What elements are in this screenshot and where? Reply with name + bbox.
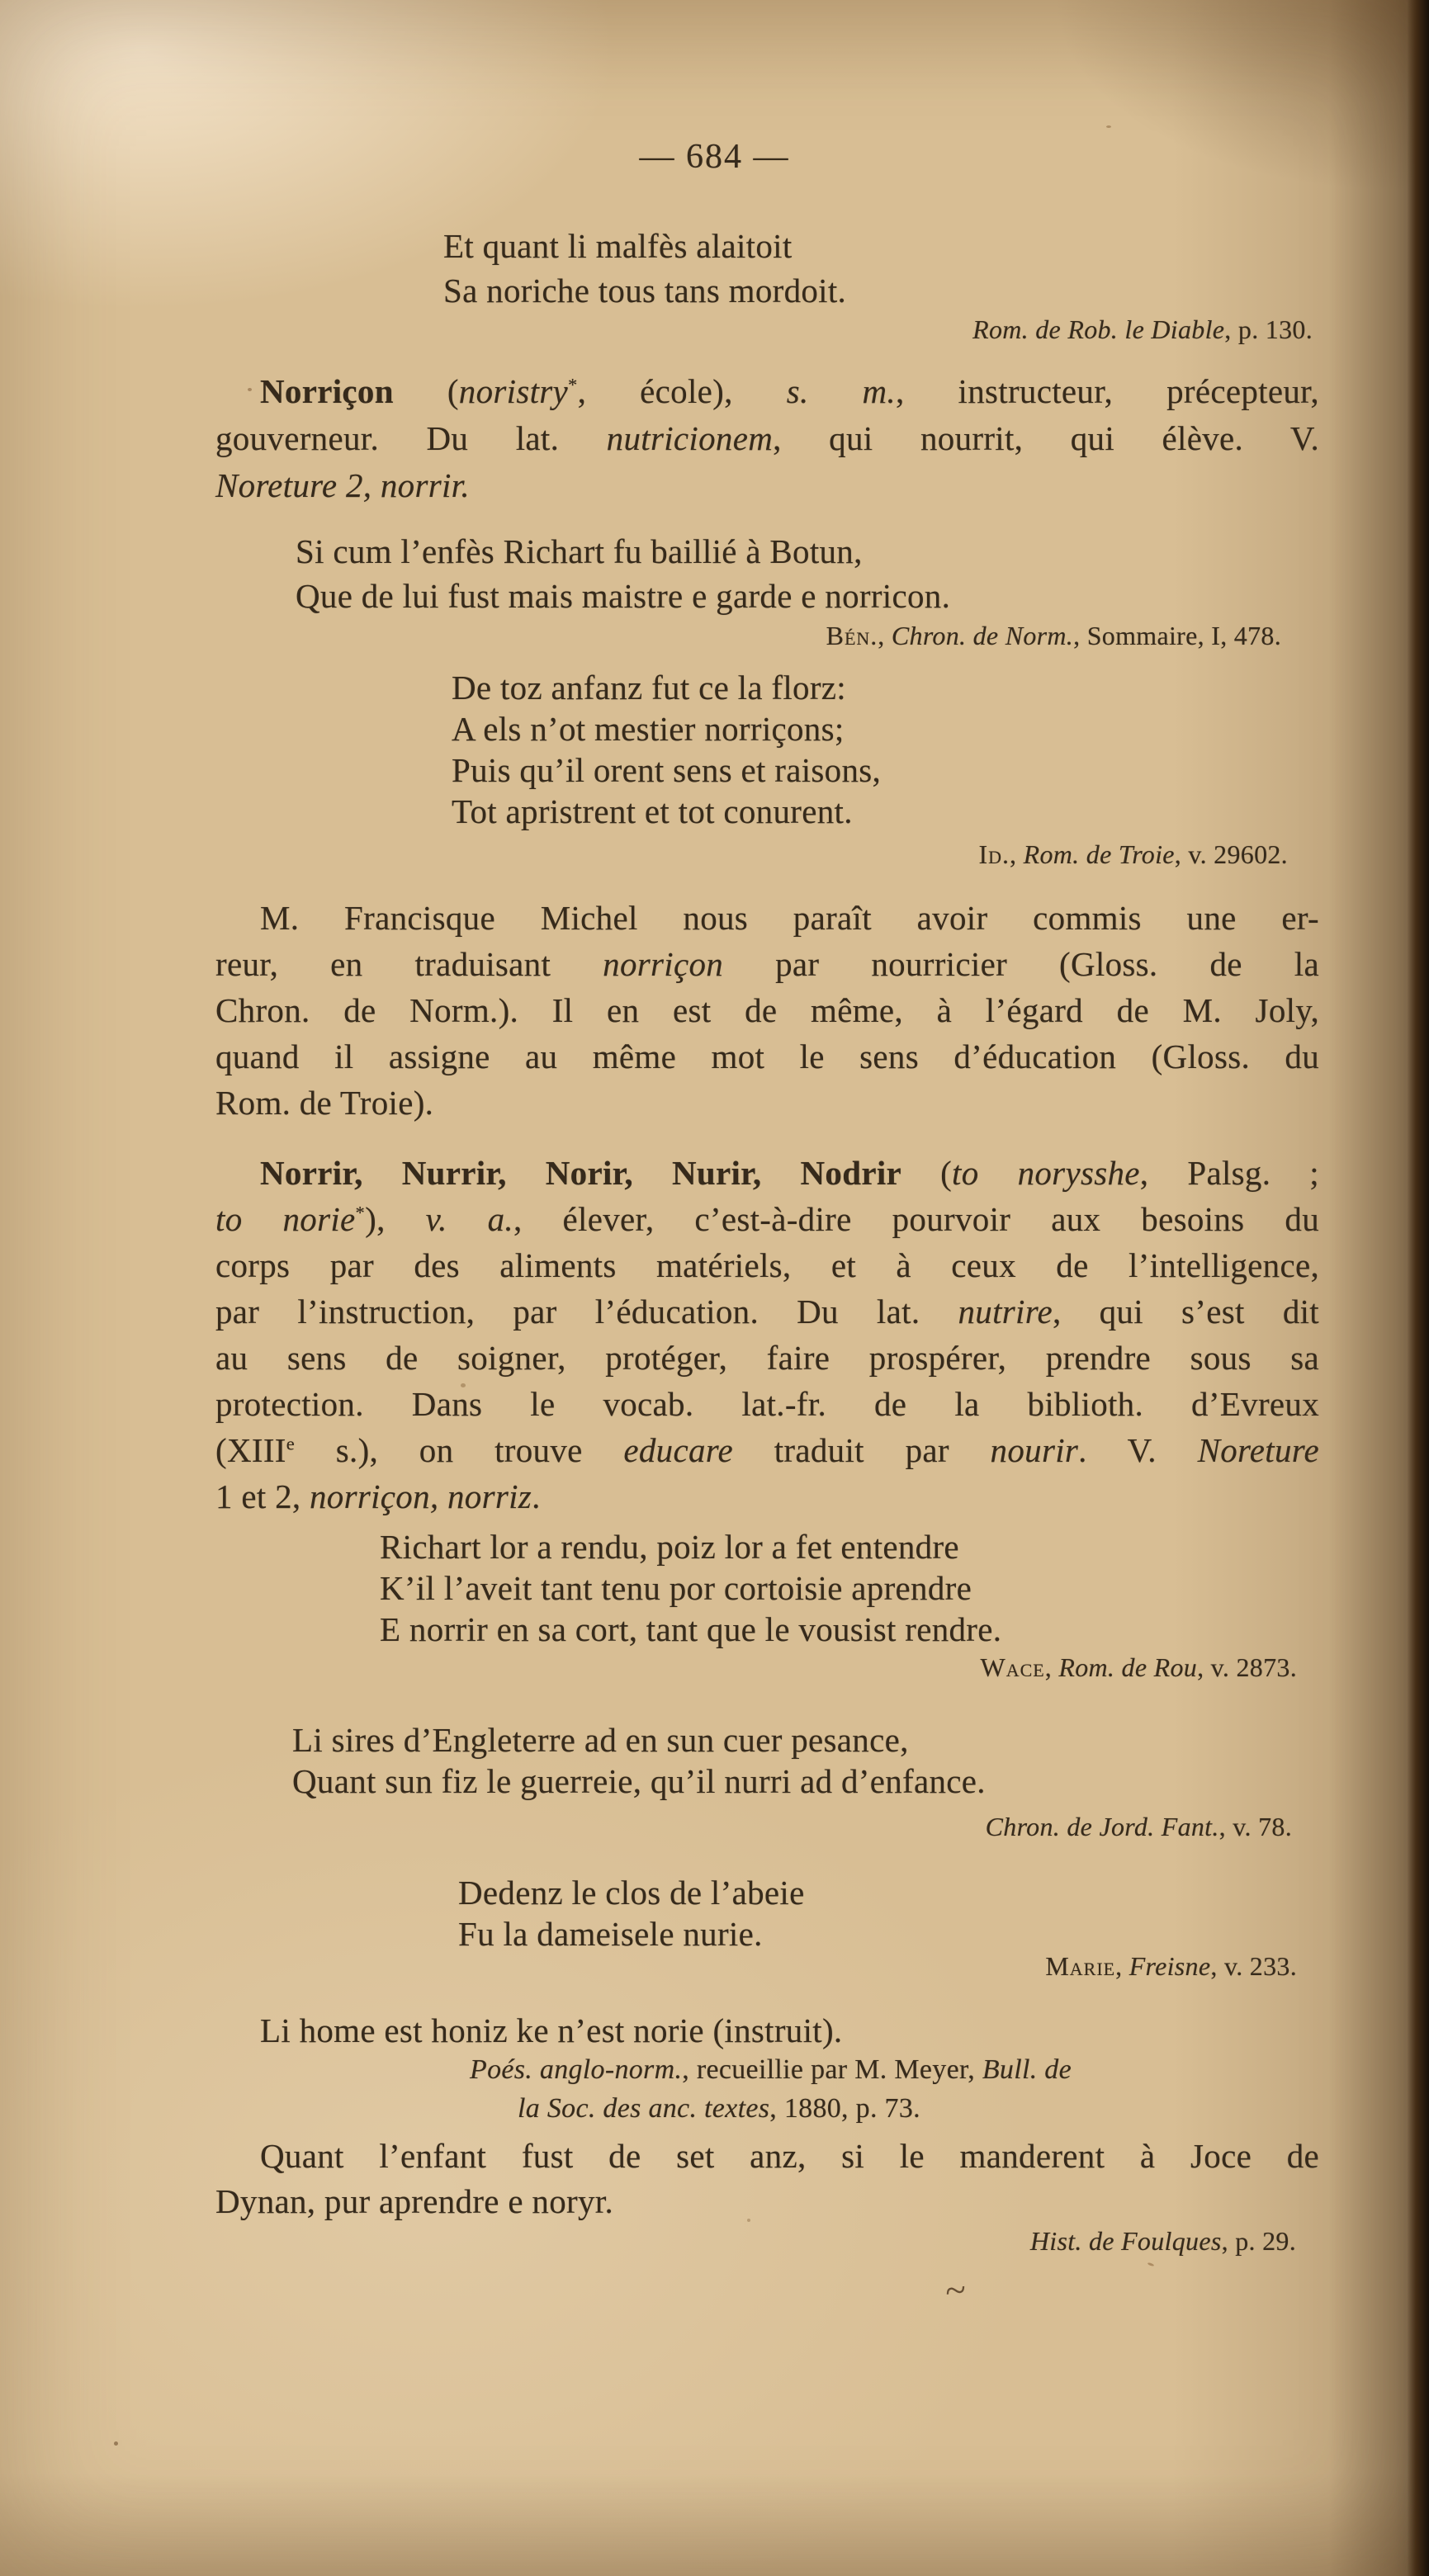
entry-line: par l’instruction, par l’éducation. Du lat. nutrire, qui s’est dit [215,1293,1319,1331]
verse-quote-freisne [458,1872,805,1954]
entry-line: corps par des aliments matériels, et à ceux de l’intelligence, [215,1246,1319,1284]
para-line: Dynan, pur aprendre e noryr. [215,2182,614,2220]
para-line: quand il assigne au même mot le sens d’éducation (Gloss. du [215,1037,1319,1075]
entry-line: gouverneur. Du lat. nutricionem, qui nourrit, qui élève. V. [215,419,1320,457]
verse-quote-rom-rou [380,1526,1001,1650]
page-number: — 684 — [639,138,790,176]
verse-line: Sa noriche tous tans mordoit. [443,272,847,310]
verse-line: Puis qu’il orent sens et raisons, [452,751,882,789]
entry-line: au sens de soigner, protéger, faire prospérer, prendre sous sa [215,1339,1319,1377]
citation-freisne: Marie, Freisne, v. 233. [1045,1951,1297,1981]
verse-line: Quant sun fiz le guerreie, qu’il nurri ad d’enfance. [292,1762,986,1800]
entry-norrir [215,1150,1319,1520]
para-line: reur, en traduisant norriçon par nourricier (Gloss. de la [215,945,1319,983]
paper-speck [114,2441,118,2446]
entry-norricon [215,368,1319,509]
verse-line: Fu la dameisele nurie. [458,1915,763,1953]
entry-line: Norrir, Nurrir, Norir, Nurir, Nodrir (to norysshe, Palsg. ; [260,1154,1319,1192]
entry-line: to norie*), v. a., élever, c’est-à-dire pourvoir aux besoins du [215,1200,1319,1238]
verse-quote-jord-fant [292,1719,986,1802]
verse-line: Tot apristrent et tot conurent. [452,792,853,830]
verse-line: De toz anfanz fut ce la florz: [452,669,846,707]
para-francisque [215,895,1319,1126]
verse-quote-rom-troie [452,667,881,832]
citation-rom-rou: Wace, Rom. de Rou, v. 2873. [980,1652,1297,1682]
citation-foulques: Hist. de Foulques, p. 29. [1029,2226,1296,2256]
entry-line: Noreture 2, norrir. [215,466,470,504]
para-line: Quant l’enfant fust de set anz, si le manderent à Joce de [260,2137,1319,2175]
verse-line: Et quant li malfès alaitoit [443,227,793,265]
entry-line: 1 et 2, norriçon, norriz. [215,1477,541,1515]
citation-poes [470,2050,1072,2128]
pen-squiggle-mark: ~ [943,2267,968,2313]
citation-jord-fant: Chron. de Jord. Fant., v. 78. [985,1812,1292,1841]
verse-line: K’il l’aveit tant tenu por cortoisie aprendre [380,1569,972,1607]
paper-speck [248,388,252,391]
citation-rom-troie: Id., Rom. de Troie, v. 29602. [978,839,1288,869]
paper-speck [1106,125,1111,128]
citation-line: la Soc. des anc. textes, 1880, p. 73. [518,2093,920,2124]
citation-chron-norm: Bén., Chron. de Norm., Sommaire, I, 478. [826,621,1281,650]
para-foulques [215,2134,1319,2224]
paper-speck [461,1383,466,1387]
verse-quote-rob-diable [443,224,846,313]
paper-speck [1147,2262,1155,2267]
verse-line: Li sires d’Engleterre ad en sun cuer pesance, [292,1721,909,1759]
entry-line: (XIIIe s.), on trouve educare traduit par nourir. V. Noreture [215,1431,1319,1469]
verse-line: E norrir en sa cort, tant que le vousist rendre. [380,1610,1002,1648]
entry-line: protection. Dans le vocab. lat.-fr. de la biblioth. d’Evreux [215,1385,1319,1423]
book-edge-shadow [1408,0,1429,2576]
paper-speck [747,2219,750,2222]
verse-line: Si cum l’enfès Richart fu baillié à Botun, [296,532,863,570]
citation-line: Poés. anglo-norm., recueillie par M. Meyer, Bull. de [470,2054,1072,2085]
prose-quote-poes: Li home est honiz ke n’est norie (instruit). [260,2011,843,2049]
verse-line: Richart lor a rendu, poiz lor a fet entendre [380,1528,959,1566]
para-line: Chron. de Norm.). Il en est de même, à l’égard de M. Joly, [215,991,1319,1029]
verse-line: A els n’ot mestier norriçons; [452,710,845,748]
para-line: Rom. de Troie). [215,1084,434,1122]
verse-line: Que de lui fust mais maistre e garde e norricon. [296,577,951,615]
verse-quote-chron-norm [296,529,950,618]
citation-rob-diable: Rom. de Rob. le Diable, p. 130. [972,314,1313,344]
verse-line: Dedenz le clos de l’abeie [458,1874,805,1912]
para-line: M. Francisque Michel nous paraît avoir commis une er- [260,899,1319,937]
entry-line: Norriçon (noristry*, école), s. m., instructeur, précepteur, [260,372,1319,410]
